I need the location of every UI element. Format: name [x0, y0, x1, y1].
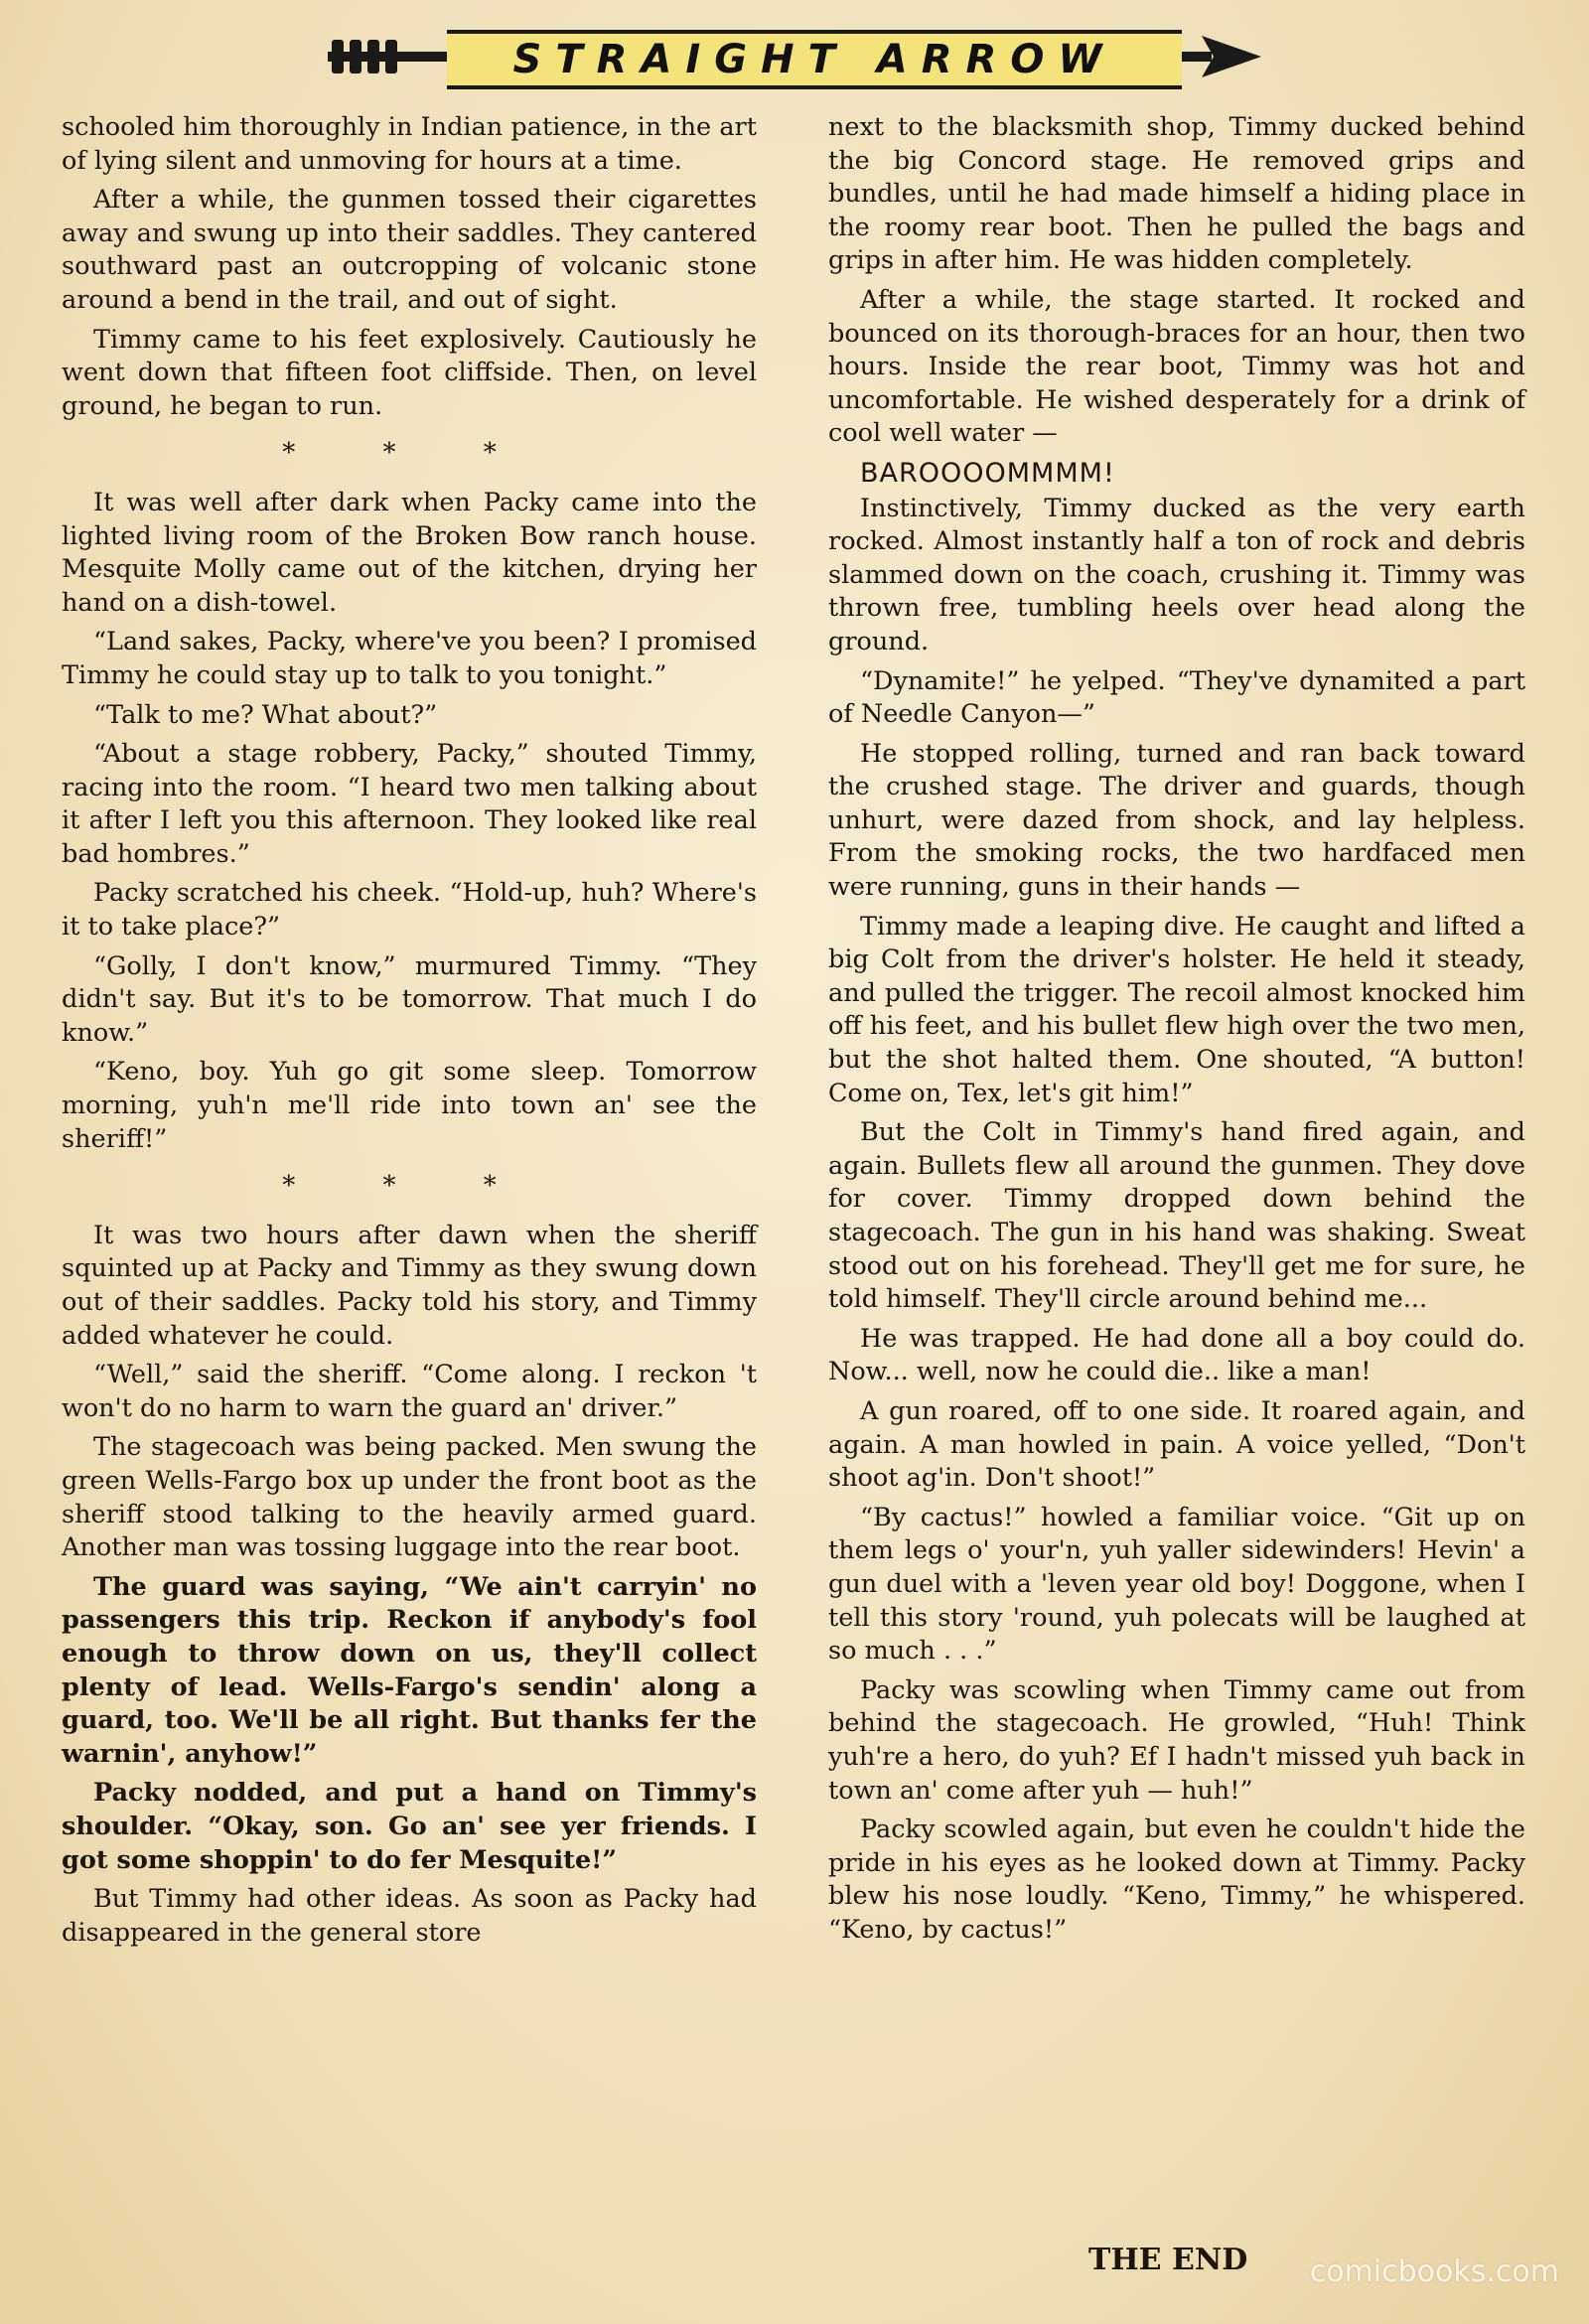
paragraph: He was trapped. He had done all a boy could do. Now... well, now he could die.. like a man! — [828, 1323, 1525, 1387]
paragraph: Timmy came to his feet explosively. Cautiously he went down that fifteen foot cliffside. Then, on level ground, he began to run. — [62, 324, 757, 421]
paragraph: But Timmy had other ideas. As soon as Packy had disappeared in the general store — [62, 1884, 757, 1948]
paragraph: “Talk to me? What about?” — [93, 699, 438, 730]
paragraph: “Keno, boy. Yuh go git some sleep. Tomorrow morning, yuh'n me'll ride into town an' see the sheriff!” — [62, 1057, 757, 1154]
watermark: comicbooks.com — [1309, 2254, 1559, 2289]
paragraph: But the Colt in Timmy's hand fired again, and again. Bullets flew all around the gunmen. They dove for cover. Timmy dropped down behind the stagecoach. The gun in his hand was shaking. Sweat stood out on his forehead. They'll get me for sure, he told himself. They'll circle around behind me... — [828, 1117, 1525, 1315]
section-separator: * * * — [282, 438, 536, 469]
paragraph: After a while, the gunmen tossed their cigarettes away and swung up into their saddles. They cantered southward past an outcropping of volcanic stone around a bend in the trail, and out of sight. — [62, 185, 757, 315]
paragraph: Packy scratched his cheek. “Hold-up, huh? Where's it to take place?” — [62, 878, 757, 943]
paragraph: “Dynamite!” he yelped. “They've dynamited a part of Needle Canyon—” — [828, 665, 1525, 730]
paragraph: “Well,” said the sheriff. “Come along. I reckon 't won't do no harm to warn the guard an' driver.” — [62, 1360, 757, 1423]
paragraph: After a while, the stage started. It rocked and bounced on its thorough-braces for an hour, then two hours. Inside the rear boot, Timmy was hot and uncomfortable. He wished desperately for a drink of cool well water — — [828, 284, 1525, 449]
paragraph: The guard was saying, “We ain't carryin' no passengers this trip. Reckon if anybody's fool enough to throw down on us, they'll collect plenty of lead. Wells-Fargo's sendin' along a guard, too. We'll be all right. But thanks fer the warnin', anyhow!” — [62, 1571, 757, 1769]
section-separator: * * * — [282, 1171, 536, 1202]
paragraph: “About a stage robbery, Packy,” shouted Timmy, racing into the room. “I heard two men talking about it after I left you this afternoon. They looked like real bad hombres.” — [62, 739, 757, 869]
banner-title: STRAIGHT ARROW — [447, 30, 1182, 89]
paragraph: “By cactus!” howled a familiar voice. “Git up on them legs o' your'n, yuh yaller sidewinders! Hevin' a gun duel with a 'leven year old boy! Doggone, when I tell this story 'round, yuh polecats will be laughed at so much . . .” — [828, 1502, 1525, 1667]
paragraph: It was well after dark when Packy came into the lighted living room of the Broken Bow ranch house. Mesquite Molly came out of the kitchen, drying her hand on a dish-towel. — [62, 487, 757, 618]
title-banner — [328, 22, 1261, 91]
paragraph: Packy scowled again, but even he couldn't hide the pride in his eyes as he looked down at Timmy. Packy blew his nose loudly. “Keno, Timmy,” he whispered. “Keno, by cactus!” — [828, 1815, 1525, 1945]
sound-effect: BAROOOOMMMM! — [860, 457, 1115, 489]
paragraph: schooled him thoroughly in Indian patience, in the art of lying silent and unmoving for hours at a time. — [62, 112, 757, 176]
right-text-column — [828, 111, 1525, 1953]
paragraph: Packy nodded, and put a hand on Timmy's shoulder. “Okay, son. Go an' see yer friends. I got some shoppin' to do fer Mesquite!” — [62, 1778, 757, 1875]
paragraph: A gun roared, off to one side. It roared again, and again. A man howled in pain. A voice yelled, “Don't shoot ag'in. Don't shoot!” — [828, 1395, 1525, 1494]
the-end-label: THE END — [1088, 2243, 1248, 2277]
paragraph: The stagecoach was being packed. Men swung the green Wells-Fargo box up under the front boot as the sheriff stood talking to the heavily armed guard. Another man was tossing luggage into the rear boot. — [62, 1432, 757, 1563]
paragraph: Instinctively, Timmy ducked as the very earth rocked. Almost instantly half a ton of rock and debris slammed down on the coach, crushing it. Timmy was thrown free, tumbling heels over head along the ground. — [828, 493, 1525, 656]
paragraph: It was two hours after dawn when the sheriff squinted up at Packy and Timmy as they swung down out of their saddles. Packy told his story, and Timmy added whatever he could. — [62, 1220, 757, 1351]
paragraph: Timmy made a leaping dive. He caught and lifted a big Colt from the driver's holster. He held it steady, and pulled the trigger. The recoil almost knocked him off his feet, and his bullet flew high over the two men, but the shot halted them. One shouted, “A button! Come on, Tex, let's git him!” — [828, 911, 1525, 1108]
paragraph: He stopped rolling, turned and ran back toward the crushed stage. The driver and guards, though unhurt, were dazed from shock, and lay helpless. From the smoking rocks, the two hardfaced men were running, guns in their hands — — [828, 738, 1525, 903]
paragraph: “Land sakes, Packy, where've you been? I promised Timmy he could stay up to talk to you tonight.” — [62, 627, 757, 690]
paragraph: next to the blacksmith shop, Timmy ducked behind the big Concord stage. He removed grips and bundles, until he had made himself a hiding place in the roomy rear boot. Then he pulled the bags and grips in after him. He was hidden completely. — [828, 112, 1525, 276]
paragraph: Packy was scowling when Timmy came out from behind the stagecoach. He growled, “Huh! Think yuh're a hero, do yuh? Ef I hadn't missed yuh back in town an' come after yuh — huh!” — [828, 1674, 1525, 1806]
left-text-column — [62, 111, 757, 1956]
paragraph: “Golly, I don't know,” murmured Timmy. “They didn't say. But it's to be tomorrow. That much I do know.” — [62, 950, 757, 1048]
